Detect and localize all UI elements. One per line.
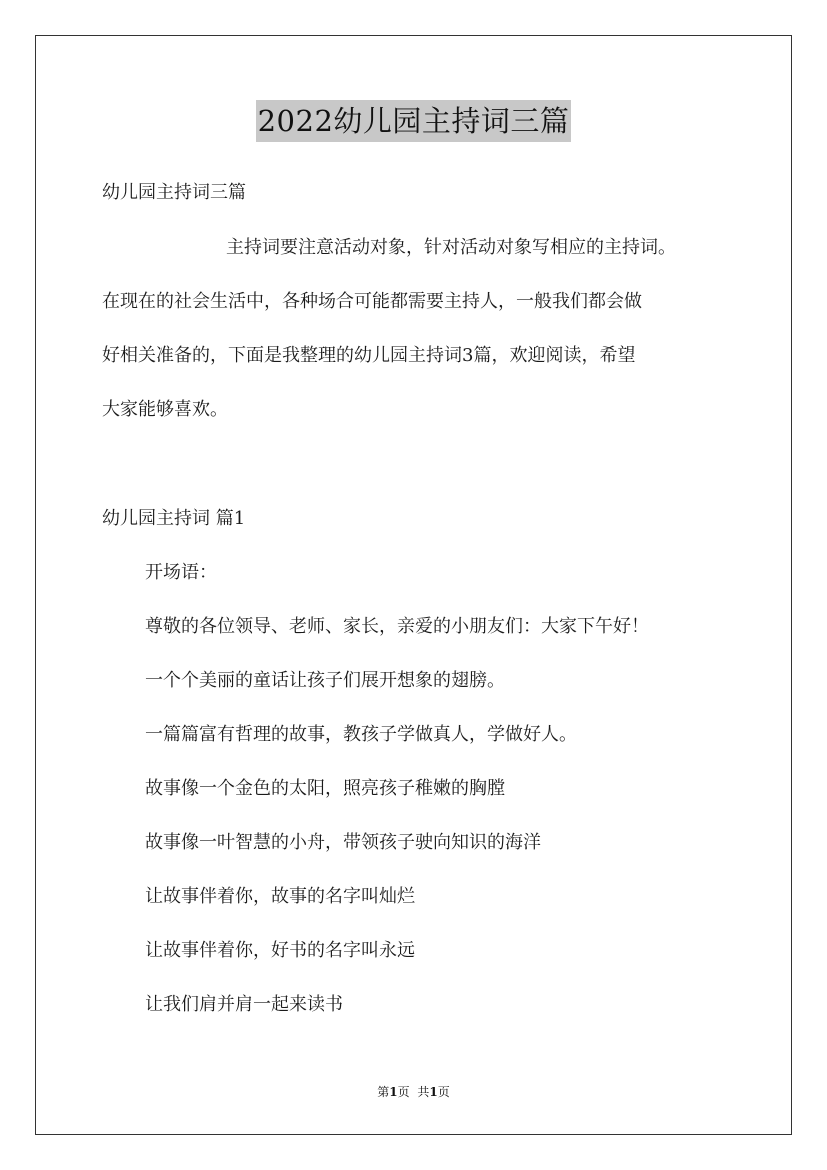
footer-page-suffix: 页: [397, 1085, 410, 1099]
body-line-9: 让我们肩并肩一起来读书: [145, 994, 343, 1015]
body-line-3: 一个个美丽的童话让孩子们展开想象的翅膀。: [145, 670, 505, 691]
footer-page-number: 1: [389, 1085, 398, 1099]
body-line-5: 故事像一个金色的太阳，照亮孩子稚嫩的胸膛: [145, 778, 505, 799]
body-line-8: 让故事伴着你，好书的名字叫永远: [145, 940, 415, 961]
footer-page-prefix: 第: [377, 1085, 390, 1099]
document-title: 2022幼儿园主持词三篇: [256, 100, 572, 142]
body-line-4: 一篇篇富有哲理的故事，教孩子学做真人，学做好人。: [145, 724, 577, 745]
intro-line-3: 好相关准备的，下面是我整理的幼儿园主持词3篇，欢迎阅读，希望: [102, 345, 636, 366]
body-line-2: 尊敬的各位领导、老师、家长，亲爱的小朋友们：大家下午好！: [145, 616, 649, 637]
intro-line-2: 在现在的社会生活中，各种场合可能都需要主持人，一般我们都会做: [102, 291, 642, 312]
page-footer: [0, 1083, 827, 1101]
footer-total-number: 1: [429, 1085, 438, 1099]
intro-line-1: 主持词要注意活动对象，针对活动对象写相应的主持词。: [226, 237, 676, 258]
title-container: [0, 100, 827, 142]
footer-total-prefix: 共: [417, 1085, 430, 1099]
body-line-6: 故事像一叶智慧的小舟，带领孩子驶向知识的海洋: [145, 832, 541, 853]
body-line-7: 让故事伴着你，故事的名字叫灿烂: [145, 886, 415, 907]
body-line-1: 开场语：: [145, 562, 217, 583]
footer-total-suffix: 页: [437, 1085, 450, 1099]
document-subtitle: 幼儿园主持词三篇: [102, 182, 246, 203]
section-heading: 幼儿园主持词 篇1: [102, 508, 246, 529]
intro-line-4: 大家能够喜欢。: [102, 399, 228, 420]
